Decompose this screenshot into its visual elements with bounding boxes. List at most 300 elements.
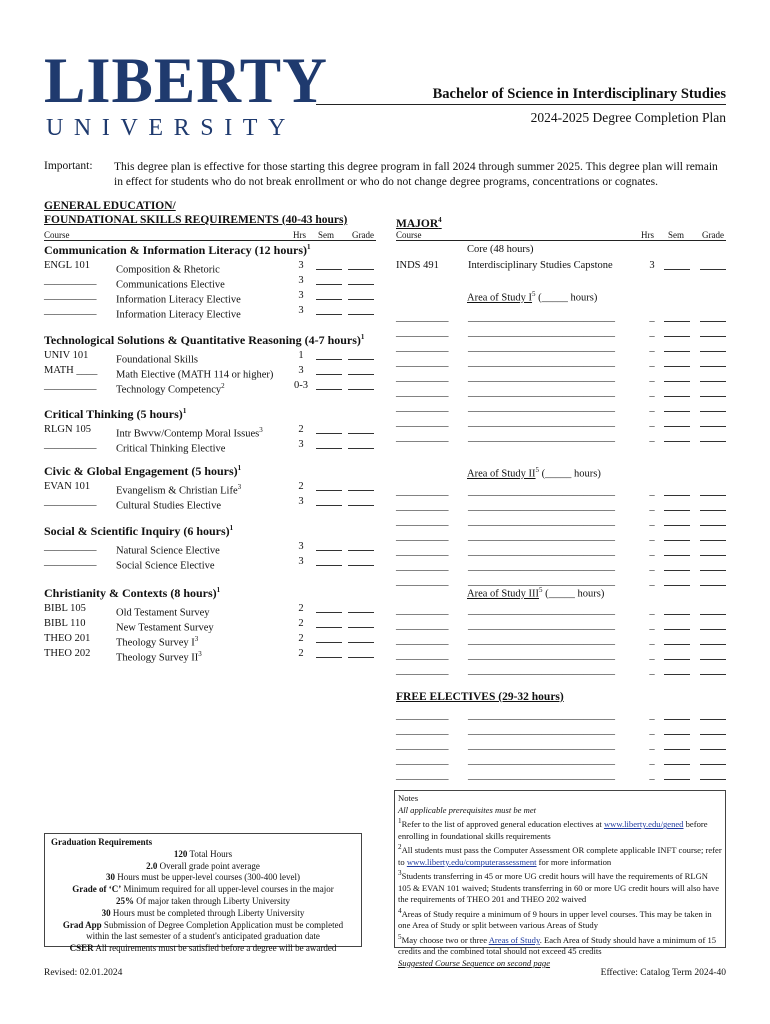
course-title[interactable]: ____________________________ [468, 561, 615, 572]
grade-blank[interactable] [348, 364, 374, 375]
semester-blank[interactable] [316, 555, 342, 566]
course-title[interactable]: ____________________________ [468, 650, 615, 661]
semester-blank[interactable] [316, 602, 342, 613]
document-title: Bachelor of Science in Interdisciplinary Studies [432, 86, 726, 102]
course-code[interactable]: __________ [396, 546, 449, 557]
course-code[interactable]: __________ [396, 710, 449, 721]
grade-blank[interactable] [700, 485, 726, 496]
course-title[interactable]: ____________________________ [468, 327, 615, 338]
grade-blank[interactable] [700, 604, 726, 615]
semester-blank[interactable] [664, 431, 690, 442]
semester-blank[interactable] [664, 371, 690, 382]
course-row [44, 647, 376, 664]
semester-blank[interactable] [316, 259, 342, 270]
semester-blank[interactable] [664, 545, 690, 556]
course-row [44, 423, 376, 440]
course-title[interactable]: ____________________________ [468, 546, 615, 557]
grade-blank[interactable] [700, 259, 726, 270]
course-row [44, 289, 376, 306]
course-title[interactable]: ____________________________ [468, 516, 615, 527]
course-title: Social Science Elective [116, 560, 215, 572]
course-title: Theology Survey $II^3$ [116, 650, 202, 664]
course-code[interactable]: __________ [396, 620, 449, 631]
area-of-study-heading: Area of Study $I^5$ (_____ hours) [467, 290, 598, 304]
gen-ed-col-hrs: Hrs [293, 230, 306, 240]
semester-blank[interactable] [664, 356, 690, 367]
graduation-requirement-line: 25% Of major taken through Liberty University [116, 895, 290, 906]
course-hours: 3 [298, 541, 304, 552]
course-code[interactable]: __________ [396, 372, 449, 383]
important-label: Important: [44, 160, 93, 172]
course-code: RLGN 105 [44, 424, 91, 435]
grade-blank[interactable] [700, 431, 726, 442]
course-title[interactable]: ____________________________ [468, 740, 615, 751]
area-of-study-heading: Area of Study $II^5$ (_____ hours) [467, 466, 601, 480]
important-text: This degree plan is effective for those starting this degree program in fall 2024 through summer 2025. This degree plan will remain in effect for students who do not break enrollment or who do not change degree programs, concentrations or cognates. [114, 161, 718, 188]
blank-course-row [396, 485, 726, 499]
course-hours: 3 [298, 305, 304, 316]
course-code[interactable]: __________ [396, 576, 449, 587]
elective-course-row [396, 724, 726, 738]
revised-date: Revised: 02.01.2024 [44, 968, 123, 978]
grade-blank[interactable] [348, 555, 374, 566]
semester-blank[interactable] [316, 289, 342, 300]
course-hours: _ [649, 725, 655, 736]
course-title[interactable]: ____________________________ [468, 501, 615, 512]
blank-course-row [396, 371, 726, 385]
gen-ed-heading-line1: GENERAL EDUCATION/ [44, 200, 176, 212]
blank-course-row [396, 341, 726, 355]
course-code[interactable]: __________ [396, 605, 449, 616]
course-hours: _ [649, 312, 655, 323]
category-heading: Social & Scientific Inquiry (6 hours)$^1$ [44, 524, 234, 538]
category-heading: Civic & Global Engagement (5 hours)$^1$ [44, 464, 242, 478]
grade-blank[interactable] [348, 480, 374, 491]
core-label: Core (48 hours) [467, 244, 534, 255]
course-row [44, 540, 376, 557]
semester-blank[interactable] [664, 664, 690, 675]
elective-course-row [396, 709, 726, 723]
blank-course-row [396, 560, 726, 574]
semester-blank[interactable] [316, 495, 342, 506]
course-hours: 2 [298, 424, 304, 435]
course-code: __________ [44, 290, 97, 301]
course-hours: 3 [298, 496, 304, 507]
course-hours: 3 [298, 439, 304, 450]
computer-assessment-link[interactable]: www.liberty.edu/computerassessment [406, 856, 537, 867]
grade-blank[interactable] [348, 423, 374, 434]
free-electives-heading: FREE ELECTIVES (29-32 hours) [396, 691, 564, 703]
grade-blank[interactable] [700, 575, 726, 586]
course-title: Intr Bwvw/Contemp Moral Issues$^3$ [116, 426, 263, 440]
course-code[interactable]: __________ [396, 342, 449, 353]
blank-course-row [396, 416, 726, 430]
semester-blank[interactable] [664, 724, 690, 735]
course-title: Composition & Rhetoric [116, 264, 220, 276]
course-title[interactable]: ____________________________ [468, 576, 615, 587]
course-hours: 3 [298, 365, 304, 376]
course-title: Theology Survey $I^3$ [116, 635, 199, 649]
graduation-requirement-line: 120 Total Hours [173, 848, 233, 859]
course-row [44, 379, 376, 396]
course-hours: 3 [298, 290, 304, 301]
grade-blank[interactable] [348, 304, 374, 315]
course-code: BIBL 110 [44, 618, 86, 629]
semester-blank[interactable] [664, 619, 690, 630]
notes-box [394, 790, 726, 969]
course-row [44, 274, 376, 291]
course-row [44, 259, 376, 276]
grade-blank[interactable] [700, 530, 726, 541]
gen-ed-header-rule [44, 240, 376, 241]
grade-blank[interactable] [700, 416, 726, 427]
blank-course-row [396, 545, 726, 559]
elective-course-row [396, 739, 726, 753]
semester-blank[interactable] [664, 634, 690, 645]
category-heading: Technological Solutions & Quantitative Reasoning (4-7 hours)$^1$ [44, 333, 365, 347]
grade-blank[interactable] [700, 371, 726, 382]
grade-blank[interactable] [700, 515, 726, 526]
semester-blank[interactable] [664, 604, 690, 615]
category-heading: Critical Thinking (5 hours)$^1$ [44, 407, 187, 421]
capstone-row [396, 259, 726, 273]
course-hours: 3 [298, 275, 304, 286]
course-title: Math Elective (MATH 114 or higher) [116, 369, 274, 381]
course-hours: _ [649, 342, 655, 353]
major-col-grade: Grade [702, 230, 724, 240]
major-col-sem: Sem [668, 230, 685, 240]
course-hours: _ [649, 516, 655, 527]
graduation-requirement-line: 2.0 Overall grade point average [146, 860, 260, 871]
course-row [44, 602, 376, 619]
course-code[interactable]: __________ [396, 531, 449, 542]
grade-blank[interactable] [700, 724, 726, 735]
header-rule [316, 104, 726, 105]
semester-blank[interactable] [316, 540, 342, 551]
semester-blank[interactable] [316, 632, 342, 643]
course-title[interactable]: ____________________________ [468, 531, 615, 542]
semester-blank[interactable] [664, 739, 690, 750]
course-hours: _ [649, 740, 655, 751]
course-hours: 2 [298, 648, 304, 659]
semester-blank[interactable] [664, 754, 690, 765]
grade-blank[interactable] [348, 289, 374, 300]
major-heading: MAJOR$^4$ [396, 216, 442, 230]
course-hours: _ [649, 402, 655, 413]
course-code: EVAN 101 [44, 481, 91, 492]
course-hours: _ [649, 620, 655, 631]
gen-ed-heading-line2: FOUNDATIONAL SKILLS REQUIREMENTS (40-43 hours) [44, 214, 348, 226]
course-code[interactable]: __________ [396, 432, 449, 443]
course-title: Information Literacy Elective [116, 309, 241, 321]
blank-course-row [396, 386, 726, 400]
gen-ed-col-course: Course [44, 230, 70, 240]
semester-blank[interactable] [664, 386, 690, 397]
graduation-requirement-line: 30 Hours must be upper-level courses (300-400 level) [105, 872, 301, 883]
note-5: $^5$May choose two or three Areas of Study. Each Area of Study should have a minimum of 15 credits and the combined total should not exceed 45 credits [398, 932, 717, 957]
grade-blank[interactable] [700, 769, 726, 780]
semester-blank[interactable] [664, 416, 690, 427]
area-of-study-heading: Area of Study III$^5$ (_____ hours) [467, 586, 605, 600]
course-row [44, 632, 376, 649]
course-code[interactable]: __________ [396, 561, 449, 572]
graduation-requirement-line: within the last semester of a student's anticipated graduation date [86, 931, 320, 942]
course-hours: _ [649, 327, 655, 338]
course-code[interactable]: __________ [396, 357, 449, 368]
course-title[interactable]: ____________________________ [468, 387, 615, 398]
grade-blank[interactable] [700, 386, 726, 397]
semester-blank[interactable] [316, 480, 342, 491]
semester-blank[interactable] [664, 500, 690, 511]
semester-blank[interactable] [664, 341, 690, 352]
notes-sequence: Suggested Course Sequence on second page [398, 958, 551, 969]
course-code[interactable]: __________ [396, 501, 449, 512]
course-hours: _ [649, 546, 655, 557]
semester-blank[interactable] [664, 259, 690, 270]
gened-link[interactable]: www.liberty.edu/gened [603, 819, 684, 830]
course-row [44, 304, 376, 321]
graduation-requirement-line: CSER All requirements must be satisfied before a degree will be awarded [69, 943, 337, 954]
course-title[interactable]: ____________________________ [468, 486, 615, 497]
grade-blank[interactable] [348, 259, 374, 270]
course-code[interactable]: __________ [396, 755, 449, 766]
course-row [44, 617, 376, 634]
graduation-requirement-line: 30 Hours must be completed through Liberty University [101, 907, 305, 918]
grade-blank[interactable] [348, 540, 374, 551]
university-logo-wordmark: UNIVERSITY [46, 115, 296, 141]
course-code: MATH ____ [44, 365, 98, 376]
course-title[interactable]: ____________________________ [468, 342, 615, 353]
graduation-requirements-title: Graduation Requirements [51, 837, 153, 847]
grade-blank[interactable] [700, 619, 726, 630]
course-code: __________ [44, 541, 97, 552]
blank-course-row [396, 311, 726, 325]
semester-blank[interactable] [316, 423, 342, 434]
course-code: BIBL 105 [44, 603, 86, 614]
grade-blank[interactable] [700, 500, 726, 511]
course-title[interactable]: ____________________________ [468, 755, 615, 766]
course-hours: _ [649, 650, 655, 661]
course-hours: 3 [298, 556, 304, 567]
course-row [44, 438, 376, 455]
grade-blank[interactable] [700, 545, 726, 556]
blank-course-row [396, 326, 726, 340]
semester-blank[interactable] [664, 515, 690, 526]
course-code: THEO 202 [44, 648, 91, 659]
semester-blank[interactable] [316, 274, 342, 285]
course-code[interactable]: __________ [396, 516, 449, 527]
course-title[interactable]: ____________________________ [468, 635, 615, 646]
semester-blank[interactable] [664, 709, 690, 720]
blank-course-row [396, 431, 726, 445]
document-subtitle: 2024-2025 Degree Completion Plan [530, 110, 726, 125]
course-hours: _ [649, 417, 655, 428]
course-row [44, 349, 376, 366]
semester-blank[interactable] [664, 485, 690, 496]
course-code[interactable]: __________ [396, 635, 449, 646]
course-code: THEO 201 [44, 633, 91, 644]
semester-blank[interactable] [664, 560, 690, 571]
semester-blank[interactable] [316, 364, 342, 375]
notes-title: Notes [398, 793, 419, 803]
course-title[interactable]: ____________________________ [468, 710, 615, 721]
grade-blank[interactable] [348, 602, 374, 613]
course-code[interactable]: __________ [396, 665, 449, 676]
blank-course-row [396, 530, 726, 544]
semester-blank[interactable] [664, 311, 690, 322]
course-hours: _ [649, 576, 655, 587]
blank-course-row [396, 634, 726, 648]
graduation-requirements-box [44, 833, 362, 954]
course-title[interactable]: ____________________________ [468, 770, 615, 781]
course-title: Technology Competency$^2$ [116, 382, 225, 396]
grade-blank[interactable] [700, 649, 726, 660]
course-code[interactable]: __________ [396, 417, 449, 428]
course-title: Natural Science Elective [116, 545, 220, 557]
grade-blank[interactable] [700, 560, 726, 571]
course-hours: 3 [298, 260, 304, 271]
course-hours: _ [649, 605, 655, 616]
course-title: New Testament Survey [116, 622, 214, 634]
course-title[interactable]: ____________________________ [468, 357, 615, 368]
blank-course-row [396, 619, 726, 633]
course-code: __________ [44, 380, 97, 391]
course-hours: _ [649, 635, 655, 646]
course-code: __________ [44, 275, 97, 286]
course-hours: _ [649, 561, 655, 572]
course-title: Foundational Skills [116, 354, 198, 366]
graduation-requirement-line: Grad App Submission of Degree Completion Application must be completed [62, 919, 344, 930]
course-code[interactable]: __________ [396, 740, 449, 751]
grade-blank[interactable] [348, 495, 374, 506]
course-hours: _ [649, 357, 655, 368]
graduation-requirements-list [51, 849, 355, 955]
semester-blank[interactable] [664, 769, 690, 780]
course-code[interactable]: __________ [396, 725, 449, 736]
major-col-course: Course [396, 230, 422, 240]
semester-blank[interactable] [316, 304, 342, 315]
note-2: $^2$All students must pass the Computer Assessment OR complete applicable INFT course; refer to www.liberty.edu/computerassessment for more information [398, 843, 722, 867]
course-code[interactable]: __________ [396, 387, 449, 398]
course-hours: _ [649, 387, 655, 398]
course-hours: _ [649, 486, 655, 497]
course-hours: _ [649, 710, 655, 721]
grade-blank[interactable] [700, 754, 726, 765]
gen-ed-col-sem: Sem [318, 230, 335, 240]
semester-blank[interactable] [316, 438, 342, 449]
semester-blank[interactable] [316, 647, 342, 658]
course-code[interactable]: __________ [396, 312, 449, 323]
course-hours: _ [649, 531, 655, 542]
grade-blank[interactable] [348, 274, 374, 285]
graduation-requirement-line: Grade of ‘C’ Minimum required for all upper-level courses in the major [72, 884, 334, 895]
grade-blank[interactable] [700, 709, 726, 720]
course-title[interactable]: ____________________________ [468, 605, 615, 616]
grade-blank[interactable] [700, 664, 726, 675]
course-hours: 1 [298, 350, 304, 361]
course-code: ENGL 101 [44, 260, 90, 271]
course-hours: 0-3 [294, 380, 308, 391]
course-row [44, 555, 376, 572]
course-code: INDS 491 [396, 260, 439, 271]
semester-blank[interactable] [316, 379, 342, 390]
major-col-hrs: Hrs [641, 230, 654, 240]
course-title[interactable]: ____________________________ [468, 620, 615, 631]
semester-blank[interactable] [664, 575, 690, 586]
grade-blank[interactable] [348, 379, 374, 390]
grade-blank[interactable] [700, 356, 726, 367]
grade-blank[interactable] [348, 617, 374, 628]
semester-blank[interactable] [316, 617, 342, 628]
course-title: Interdisciplinary Studies Capstone [468, 260, 613, 271]
course-title: Cultural Studies Elective [116, 500, 221, 512]
course-code[interactable]: __________ [396, 402, 449, 413]
grade-blank[interactable] [700, 739, 726, 750]
gen-ed-col-grade: Grade [352, 230, 374, 240]
course-code: __________ [44, 305, 97, 316]
blank-course-row [396, 500, 726, 514]
grade-blank[interactable] [348, 438, 374, 449]
grade-blank[interactable] [348, 632, 374, 643]
semester-blank[interactable] [664, 326, 690, 337]
effective-term: Effective: Catalog Term 2024-40 [600, 968, 726, 978]
grade-blank[interactable] [700, 341, 726, 352]
course-title[interactable]: ____________________________ [468, 372, 615, 383]
notes-prereq: All applicable prerequisites must be met [398, 804, 537, 815]
grade-blank[interactable] [700, 634, 726, 645]
grade-blank[interactable] [348, 647, 374, 658]
course-hours: _ [649, 432, 655, 443]
areas-of-study-link[interactable]: Areas of Study [488, 934, 540, 945]
course-code[interactable]: __________ [396, 770, 449, 781]
note-4: $^4$Areas of Study require a minimum of 9 hours in upper level courses. This may be taken in one Area of Study or split between various Areas of Study [398, 906, 712, 931]
course-title: Old Testament Survey [116, 607, 210, 619]
course-hours: _ [649, 501, 655, 512]
course-hours: 3 [649, 260, 655, 271]
blank-course-row [396, 649, 726, 663]
semester-blank[interactable] [664, 401, 690, 412]
blank-course-row [396, 515, 726, 529]
course-title[interactable]: ____________________________ [468, 417, 615, 428]
grade-blank[interactable] [700, 326, 726, 337]
course-title[interactable]: ____________________________ [468, 312, 615, 323]
course-code: UNIV 101 [44, 350, 89, 361]
course-hours: 2 [298, 603, 304, 614]
course-title: Critical Thinking Elective [116, 443, 226, 455]
grade-blank[interactable] [348, 349, 374, 360]
semester-blank[interactable] [664, 530, 690, 541]
grade-blank[interactable] [700, 311, 726, 322]
course-code: __________ [44, 496, 97, 507]
course-code[interactable]: __________ [396, 486, 449, 497]
semester-blank[interactable] [316, 349, 342, 360]
course-title[interactable]: ____________________________ [468, 432, 615, 443]
elective-course-row [396, 754, 726, 768]
course-code[interactable]: __________ [396, 650, 449, 661]
course-row [44, 364, 376, 381]
course-title[interactable]: ____________________________ [468, 725, 615, 736]
semester-blank[interactable] [664, 649, 690, 660]
blank-course-row [396, 401, 726, 415]
course-title[interactable]: ____________________________ [468, 402, 615, 413]
course-code[interactable]: __________ [396, 327, 449, 338]
course-title: Communications Elective [116, 279, 225, 291]
grade-blank[interactable] [700, 401, 726, 412]
note-1: $^1$Refer to the list of approved general education electives at www.liberty.edu/gened before enrolling in foundational skills requirements [398, 817, 708, 841]
course-hours: _ [649, 770, 655, 781]
course-title: Information Literacy Elective [116, 294, 241, 306]
course-title[interactable]: ____________________________ [468, 665, 615, 676]
